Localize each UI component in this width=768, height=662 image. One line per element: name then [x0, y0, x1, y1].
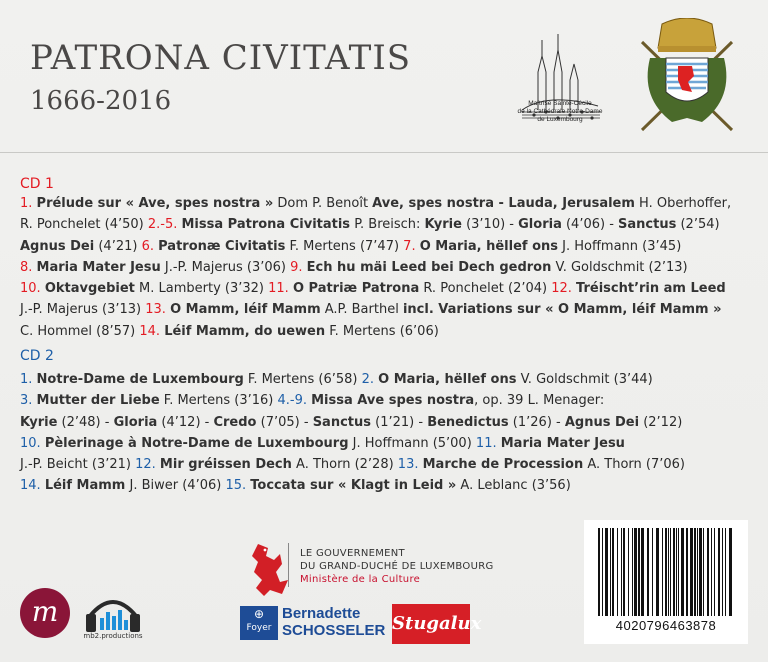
barcode-bar [681, 528, 684, 616]
track-credit: P. Breisch: [350, 217, 425, 233]
barcode-bar [725, 528, 726, 616]
track-credit: (4’21) [94, 238, 142, 254]
track-number: 9. [290, 259, 307, 275]
track-number: 10. [20, 281, 45, 297]
barcode-bar [638, 528, 640, 616]
barcode-bar [670, 528, 671, 616]
barcode [584, 520, 748, 644]
foyer-mark: ⊕ [253, 607, 265, 621]
cd1-line [20, 236, 760, 257]
track-number: 7. [403, 238, 420, 254]
cd1-line [20, 278, 760, 299]
cd1-tracklist [20, 193, 760, 342]
track-title: Notre-Dame de Luxembourg [36, 372, 244, 387]
track-title: Oktavgebiet [44, 281, 135, 297]
track-title: Léif Mamm, do uewen [164, 323, 326, 339]
track-title: Ech hu mäi Leed bei Dech gedron [306, 259, 552, 275]
track-title: Missa Patrona Civitatis [181, 217, 351, 233]
barcode-bar [617, 528, 618, 616]
barcode-bar [718, 528, 720, 616]
track-credit: F. Mertens (6’58) [243, 372, 362, 387]
government-credit: LE GOUVERNEMENT DU GRAND-DUCHÉ DE LUXEMBOURG Ministère de la Culture [300, 548, 494, 585]
album-years: 1666-2016 [30, 86, 172, 116]
barcode-bar [699, 528, 702, 616]
cd2-line [20, 369, 760, 390]
barcode-bar [652, 528, 653, 616]
track-title: Gloria [518, 217, 562, 233]
track-number: 13. [145, 302, 171, 318]
track-number: 8. [20, 259, 37, 275]
track-credit: R. Ponchelet (2’04) [419, 281, 552, 297]
cd1-line [20, 193, 760, 214]
track-number: 11. [268, 281, 293, 297]
mb2-caption: mb2.productions [83, 632, 143, 640]
track-credit: (1’26) - [508, 414, 565, 430]
track-title: Tréischt’rin am Leed [576, 281, 726, 297]
track-title: Mutter der Liebe [36, 393, 160, 409]
track-number: 12. [135, 457, 160, 473]
track-credit: M. Lamberty (3’32) [134, 281, 269, 297]
barcode-bar [714, 528, 715, 616]
track-title: Marche de Procession [422, 457, 584, 473]
track-title: Ave, spes nostra - Lauda, Jerusalem [372, 196, 635, 211]
track-title: Missa Ave spes nostra [311, 393, 475, 409]
track-credit: H. Oberhoffer, [634, 196, 732, 211]
track-number: 2.-5. [147, 217, 182, 233]
track-number: 12. [551, 281, 577, 297]
barcode-bar [668, 528, 669, 616]
track-credit: (1’21) - [371, 414, 428, 430]
track-title: O Mamm, léif Mamm [170, 302, 321, 318]
maitrise-caption: Maîtrise Sainte-Cécile de la Cathédrale Notre-Dame de Luxembourg [517, 100, 603, 123]
barcode-bar [612, 528, 614, 616]
barcode-bar [623, 528, 625, 616]
barcode-bar [665, 528, 667, 616]
track-title: O Maria, hëllef ons [419, 238, 559, 254]
track-title: Maria Mater Jesu [36, 259, 161, 275]
track-title: Kyrie [20, 414, 58, 430]
track-credit: (3’10) - [461, 217, 519, 233]
track-credit: J. Hoffmann (5’00) [348, 435, 476, 451]
barcode-bar [602, 528, 603, 616]
track-credit: (7’05) - [256, 414, 313, 430]
cd2-line [20, 390, 760, 411]
barcode-bar [610, 528, 611, 616]
cd1-line [20, 214, 760, 235]
barcode-bar [632, 528, 633, 616]
track-title: O Patriæ Patrona [292, 281, 420, 297]
barcode-bar [598, 528, 600, 616]
barcode-bar [729, 528, 732, 616]
barcode-bar [676, 528, 677, 616]
barcode-bar [707, 528, 709, 616]
track-credit: A. Thorn (2’28) [291, 457, 398, 473]
divider [0, 152, 768, 153]
track-credit: , op. 39 L. Menager: [474, 393, 605, 409]
barcode-bar [697, 528, 698, 616]
track-credit: A. Thorn (7’06) [583, 457, 685, 473]
track-credit: (2’12) [639, 414, 683, 430]
barcode-bars [594, 528, 738, 616]
barcode-bar [647, 528, 649, 616]
track-credit: A.P. Barthel [320, 302, 403, 318]
track-credit: J.-P. Majerus (3’06) [160, 259, 291, 275]
coat-of-arms-icon [632, 18, 742, 136]
track-credit: A. Leblanc (3’56) [456, 478, 571, 494]
track-title: Patronæ Civitatis [158, 238, 286, 254]
cd2-heading: CD 2 [20, 348, 54, 364]
cd1-line [20, 257, 760, 278]
cd1-heading: CD 1 [20, 176, 54, 192]
track-credit: F. Mertens (3’16) [159, 393, 278, 409]
track-credit: J. Biwer (4’06) [125, 478, 226, 494]
track-number: 10. [20, 435, 45, 451]
track-credit: Dom P. Benoît [273, 196, 373, 211]
track-number: 13. [397, 457, 423, 473]
track-credit: J. Hoffmann (3’45) [558, 238, 682, 254]
barcode-number: 4020796463878 [615, 618, 717, 633]
barcode-bar [678, 528, 679, 616]
cd2-line [20, 433, 760, 454]
barcode-bar [634, 528, 637, 616]
barcode-bar [673, 528, 675, 616]
track-number: 14. [20, 478, 45, 494]
track-title: Maria Mater Jesu [500, 435, 625, 451]
barcode-bar [628, 528, 629, 616]
stugalux-logo: Stugalux [392, 604, 470, 644]
cd2-tracklist [20, 369, 760, 497]
track-credit: J.-P. Majerus (3’13) [20, 302, 146, 318]
red-lion-icon [236, 540, 296, 600]
barcode-bar [641, 528, 644, 616]
track-title: Mir gréissen Dech [159, 457, 292, 473]
cd1-line [20, 321, 760, 342]
bernadette-schosseler-logo: Bernadette SCHOSSELER [282, 605, 386, 639]
track-title: incl. Variations sur « O Mamm, léif Mamm » [402, 302, 722, 318]
track-title: Agnus Dei [20, 238, 95, 254]
track-number: 3. [20, 393, 37, 409]
track-credit: F. Mertens (7’47) [285, 238, 404, 254]
track-title: Sanctus [312, 414, 371, 430]
track-number: 15. [225, 478, 251, 494]
track-title: Pèlerinage à Notre-Dame de Luxembourg [44, 435, 349, 451]
barcode-bar [711, 528, 712, 616]
barcode-bar [605, 528, 608, 616]
track-title: Gloria [113, 414, 158, 430]
barcode-bar [656, 528, 659, 616]
barcode-bar [662, 528, 663, 616]
track-credit: C. Hommel (8’57) [20, 323, 140, 339]
track-credit: (2’54) [676, 217, 720, 233]
foyer-logo: ⊕ Foyer [240, 606, 278, 640]
barcode-bar [703, 528, 704, 616]
barcode-bar [686, 528, 688, 616]
track-title: Benedictus [427, 414, 509, 430]
track-number: 1. [20, 196, 37, 211]
barcode-bar [722, 528, 723, 616]
track-number: 14. [139, 323, 165, 339]
track-title: Sanctus [618, 217, 677, 233]
track-number: 6. [141, 238, 159, 254]
album-title: PATRONA CIVITATIS [30, 38, 412, 78]
cd2-line [20, 475, 760, 496]
barcode-bar [621, 528, 622, 616]
barcode-bar [690, 528, 693, 616]
track-credit: J.-P. Beicht (3’21) [20, 457, 136, 473]
track-credit: (2’48) - [57, 414, 114, 430]
track-credit: V. Goldschmit (2’13) [551, 259, 688, 275]
cd2-line [20, 412, 760, 433]
track-title: Léif Mamm [44, 478, 126, 494]
track-credit: (4’12) - [157, 414, 214, 430]
cd1-line [20, 299, 760, 320]
track-title: O Maria, hëllef ons [378, 372, 517, 387]
track-number: 11. [475, 435, 501, 451]
track-title: Agnus Dei [564, 414, 640, 430]
cd2-line [20, 454, 760, 475]
track-credit: R. Ponchelet (4’50) [20, 217, 148, 233]
track-number: 4.-9. [277, 393, 312, 409]
track-title: Kyrie [424, 217, 462, 233]
track-number: 2. [361, 372, 379, 387]
barcode-bar [694, 528, 696, 616]
mb-records-logo: m [20, 588, 70, 638]
gov-divider [288, 543, 289, 587]
track-credit: V. Goldschmit (3’44) [516, 372, 653, 387]
track-title: Toccata sur « Klagt in Leid » [250, 478, 457, 494]
track-title: Prélude sur « Ave, spes nostra » [36, 196, 274, 211]
track-number: 1. [20, 372, 37, 387]
track-credit: (4’06) - [561, 217, 619, 233]
track-credit: F. Mertens (6’06) [325, 323, 439, 339]
track-title: Credo [213, 414, 257, 430]
